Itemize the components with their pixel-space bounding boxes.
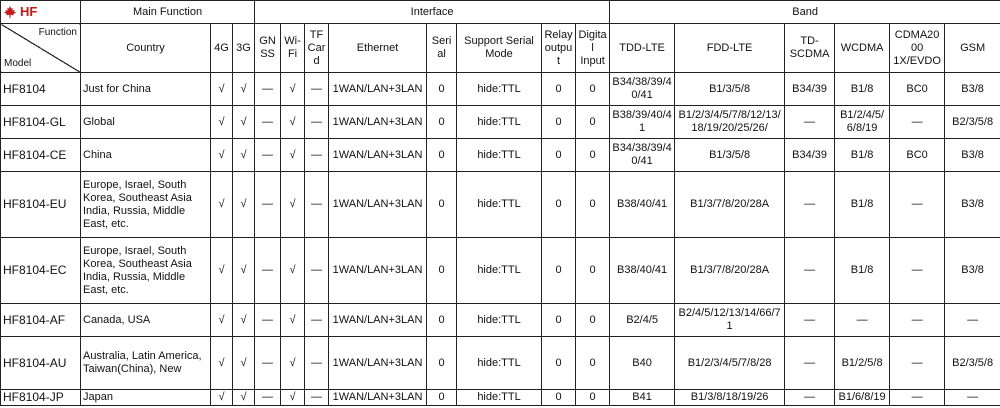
table-cell: B34/38/39/40/41 — [610, 139, 675, 172]
model-cell: HF8104-AF — [1, 304, 81, 337]
table-cell: — — [255, 304, 281, 337]
table-cell: B1/6/8/19 — [835, 390, 890, 406]
table-cell: √ — [281, 337, 305, 390]
column-header: GNSS — [255, 24, 281, 73]
table-cell: 0 — [576, 238, 610, 304]
table-cell: √ — [281, 304, 305, 337]
table-cell: — — [785, 390, 835, 406]
table-cell: √ — [233, 139, 255, 172]
table-row — [1, 390, 1000, 406]
table-cell: 0 — [576, 304, 610, 337]
brand-logo — [1, 1, 81, 24]
table-cell: — — [305, 390, 329, 406]
table-cell: √ — [211, 73, 233, 106]
table-cell: B1/8 — [835, 172, 890, 238]
column-header: Wi-Fi — [281, 24, 305, 73]
column-header: CDMA2000 1X/EVDO — [890, 24, 945, 73]
group-main-function: Main Function — [81, 1, 255, 24]
table-cell: 1WAN/LAN+3LAN — [329, 390, 427, 406]
table-cell: B1/3/7/8/20/28A — [675, 172, 785, 238]
table-cell: BC0 — [890, 139, 945, 172]
table-cell: √ — [211, 106, 233, 139]
table-cell: B1/3/5/8 — [675, 73, 785, 106]
table-cell: — — [785, 238, 835, 304]
country-cell: Japan — [81, 390, 211, 406]
column-header: Ethernet — [329, 24, 427, 73]
table-row — [1, 106, 1000, 139]
column-header: TF Card — [305, 24, 329, 73]
corner-function-label: Function — [38, 27, 77, 38]
table-cell: √ — [211, 172, 233, 238]
table-cell: √ — [233, 337, 255, 390]
table-cell: 0 — [576, 390, 610, 406]
table-cell: — — [255, 172, 281, 238]
table-cell: √ — [281, 73, 305, 106]
table-cell: 0 — [576, 106, 610, 139]
table-cell: 0 — [542, 304, 576, 337]
table-cell: 0 — [542, 390, 576, 406]
table-cell: B1/2/5/8 — [835, 337, 890, 390]
table-cell: B3/8 — [945, 73, 1000, 106]
table-cell: 1WAN/LAN+3LAN — [329, 304, 427, 337]
country-cell: Europe, Israel, South Korea, Southeast Asia India, Russia, Middle East, etc. — [81, 238, 211, 304]
table-cell: 0 — [427, 172, 457, 238]
table-cell: — — [890, 238, 945, 304]
table-cell: 1WAN/LAN+3LAN — [329, 172, 427, 238]
table-cell: B1/2/3/4/5/7/8/12/13/18/19/20/25/26/ — [675, 106, 785, 139]
column-header: TD-SCDMA — [785, 24, 835, 73]
column-header: 3G — [233, 24, 255, 73]
table-cell: hide:TTL — [457, 337, 542, 390]
country-cell: Canada, USA — [81, 304, 211, 337]
column-header: Support Serial Mode — [457, 24, 542, 73]
table-cell: √ — [233, 238, 255, 304]
table-cell: 1WAN/LAN+3LAN — [329, 337, 427, 390]
table-cell: hide:TTL — [457, 106, 542, 139]
table-cell: — — [255, 238, 281, 304]
table-cell: BC0 — [890, 73, 945, 106]
table-cell: — — [255, 390, 281, 406]
corner-model-label: Model — [4, 58, 32, 69]
table-cell: B1/8 — [835, 139, 890, 172]
table-cell: 0 — [542, 337, 576, 390]
column-header: Relay output — [542, 24, 576, 73]
table-cell: 0 — [576, 337, 610, 390]
table-cell: — — [305, 106, 329, 139]
column-header: Serial — [427, 24, 457, 73]
table-cell: √ — [233, 172, 255, 238]
table-cell: √ — [211, 304, 233, 337]
table-cell: — — [305, 337, 329, 390]
column-header: WCDMA — [835, 24, 890, 73]
table-cell: — — [305, 73, 329, 106]
table-row — [1, 172, 1000, 238]
table-cell: — — [890, 390, 945, 406]
table-cell: — — [255, 139, 281, 172]
table-cell: hide:TTL — [457, 73, 542, 106]
table-cell: — — [255, 337, 281, 390]
table-cell: — — [785, 337, 835, 390]
table-cell: B34/38/39/40/41 — [610, 73, 675, 106]
model-cell: HF8104-AU — [1, 337, 81, 390]
table-cell: hide:TTL — [457, 390, 542, 406]
table-cell: √ — [233, 304, 255, 337]
table-cell: √ — [233, 73, 255, 106]
table-cell: B2/3/5/8 — [945, 337, 1000, 390]
table-cell: — — [255, 106, 281, 139]
column-header: Country — [81, 24, 211, 73]
country-cell: Australia, Latin America, Taiwan(China), New — [81, 337, 211, 390]
model-cell: HF8104 — [1, 73, 81, 106]
table-cell: B38/39/40/41 — [610, 106, 675, 139]
table-cell: 1WAN/LAN+3LAN — [329, 73, 427, 106]
column-header: TDD-LTE — [610, 24, 675, 73]
country-cell: Global — [81, 106, 211, 139]
corner-header — [1, 24, 81, 73]
table-cell: √ — [281, 139, 305, 172]
table-cell: 1WAN/LAN+3LAN — [329, 106, 427, 139]
table-cell: hide:TTL — [457, 304, 542, 337]
country-cell: Europe, Israel, South Korea, Southeast Asia India, Russia, Middle East, etc. — [81, 172, 211, 238]
table-cell: B1/8 — [835, 73, 890, 106]
table-cell: — — [890, 337, 945, 390]
table-cell: B38/40/41 — [610, 172, 675, 238]
table-cell: — — [305, 172, 329, 238]
table-cell: 0 — [542, 238, 576, 304]
table-cell: 0 — [576, 172, 610, 238]
table-cell: hide:TTL — [457, 238, 542, 304]
table-cell: B34/39 — [785, 139, 835, 172]
table-cell: B1/3/5/8 — [675, 139, 785, 172]
model-cell: HF8104-JP — [1, 390, 81, 406]
table-cell: 0 — [427, 390, 457, 406]
table-cell: — — [305, 139, 329, 172]
table-cell: — — [255, 73, 281, 106]
column-header: FDD-LTE — [675, 24, 785, 73]
table-row — [1, 304, 1000, 337]
table-cell: 0 — [427, 73, 457, 106]
table-cell: 0 — [576, 73, 610, 106]
table-cell: √ — [281, 172, 305, 238]
group-interface: Interface — [255, 1, 610, 24]
table-cell: 0 — [576, 139, 610, 172]
column-header: 4G — [211, 24, 233, 73]
table-cell: √ — [233, 106, 255, 139]
table-cell: B40 — [610, 337, 675, 390]
table-cell: — — [785, 106, 835, 139]
table-cell: — — [785, 304, 835, 337]
table-cell: 1WAN/LAN+3LAN — [329, 139, 427, 172]
table-row — [1, 139, 1000, 172]
table-cell: √ — [211, 238, 233, 304]
table-cell: √ — [211, 337, 233, 390]
table-cell: 0 — [427, 337, 457, 390]
brand-name: HF — [20, 3, 38, 19]
table-cell: 0 — [427, 106, 457, 139]
table-cell: √ — [211, 139, 233, 172]
table-cell: 0 — [542, 106, 576, 139]
table-cell: B2/4/5 — [610, 304, 675, 337]
column-header: GSM — [945, 24, 1000, 73]
table-cell: 0 — [427, 304, 457, 337]
model-cell: HF8104-EC — [1, 238, 81, 304]
table-cell: B1/2/3/4/5/7/8/28 — [675, 337, 785, 390]
table-cell: √ — [281, 106, 305, 139]
country-cell: Just for China — [81, 73, 211, 106]
table-cell: — — [835, 304, 890, 337]
table-cell: B41 — [610, 390, 675, 406]
table-cell: B3/8 — [945, 139, 1000, 172]
model-cell: HF8104-EU — [1, 172, 81, 238]
table-row — [1, 337, 1000, 390]
table-cell: B34/39 — [785, 73, 835, 106]
table-cell: B3/8 — [945, 172, 1000, 238]
table-cell: — — [890, 304, 945, 337]
table-cell: 0 — [542, 139, 576, 172]
table-cell: √ — [281, 390, 305, 406]
table-cell: B1/2/4/5/6/8/19 — [835, 106, 890, 139]
table-cell: B1/3/7/8/20/28A — [675, 238, 785, 304]
table-cell: — — [305, 304, 329, 337]
table-cell: — — [890, 172, 945, 238]
table-cell: 1WAN/LAN+3LAN — [329, 238, 427, 304]
table-cell: 0 — [427, 238, 457, 304]
model-cell: HF8104-CE — [1, 139, 81, 172]
table-cell: hide:TTL — [457, 139, 542, 172]
table-cell: — — [945, 304, 1000, 337]
maple-leaf-icon — [3, 5, 17, 19]
table-cell: B1/8 — [835, 238, 890, 304]
table-cell: hide:TTL — [457, 172, 542, 238]
group-band: Band — [610, 1, 1000, 24]
table-cell: 0 — [542, 73, 576, 106]
country-cell: China — [81, 139, 211, 172]
table-row — [1, 73, 1000, 106]
column-header: Digital Input — [576, 24, 610, 73]
table-cell: 0 — [542, 172, 576, 238]
model-cell: HF8104-GL — [1, 106, 81, 139]
table-cell: √ — [211, 390, 233, 406]
table-cell: B1/3/8/18/19/26 — [675, 390, 785, 406]
table-row — [1, 238, 1000, 304]
table-cell: √ — [281, 238, 305, 304]
table-cell: — — [945, 390, 1000, 406]
table-cell: √ — [233, 390, 255, 406]
table-cell: B3/8 — [945, 238, 1000, 304]
table-cell: — — [785, 172, 835, 238]
table-cell: 0 — [427, 139, 457, 172]
table-cell: B2/3/5/8 — [945, 106, 1000, 139]
table-cell: — — [890, 106, 945, 139]
table-cell: B2/4/5/12/13/14/66/71 — [675, 304, 785, 337]
table-cell: — — [305, 238, 329, 304]
table-cell: B38/40/41 — [610, 238, 675, 304]
